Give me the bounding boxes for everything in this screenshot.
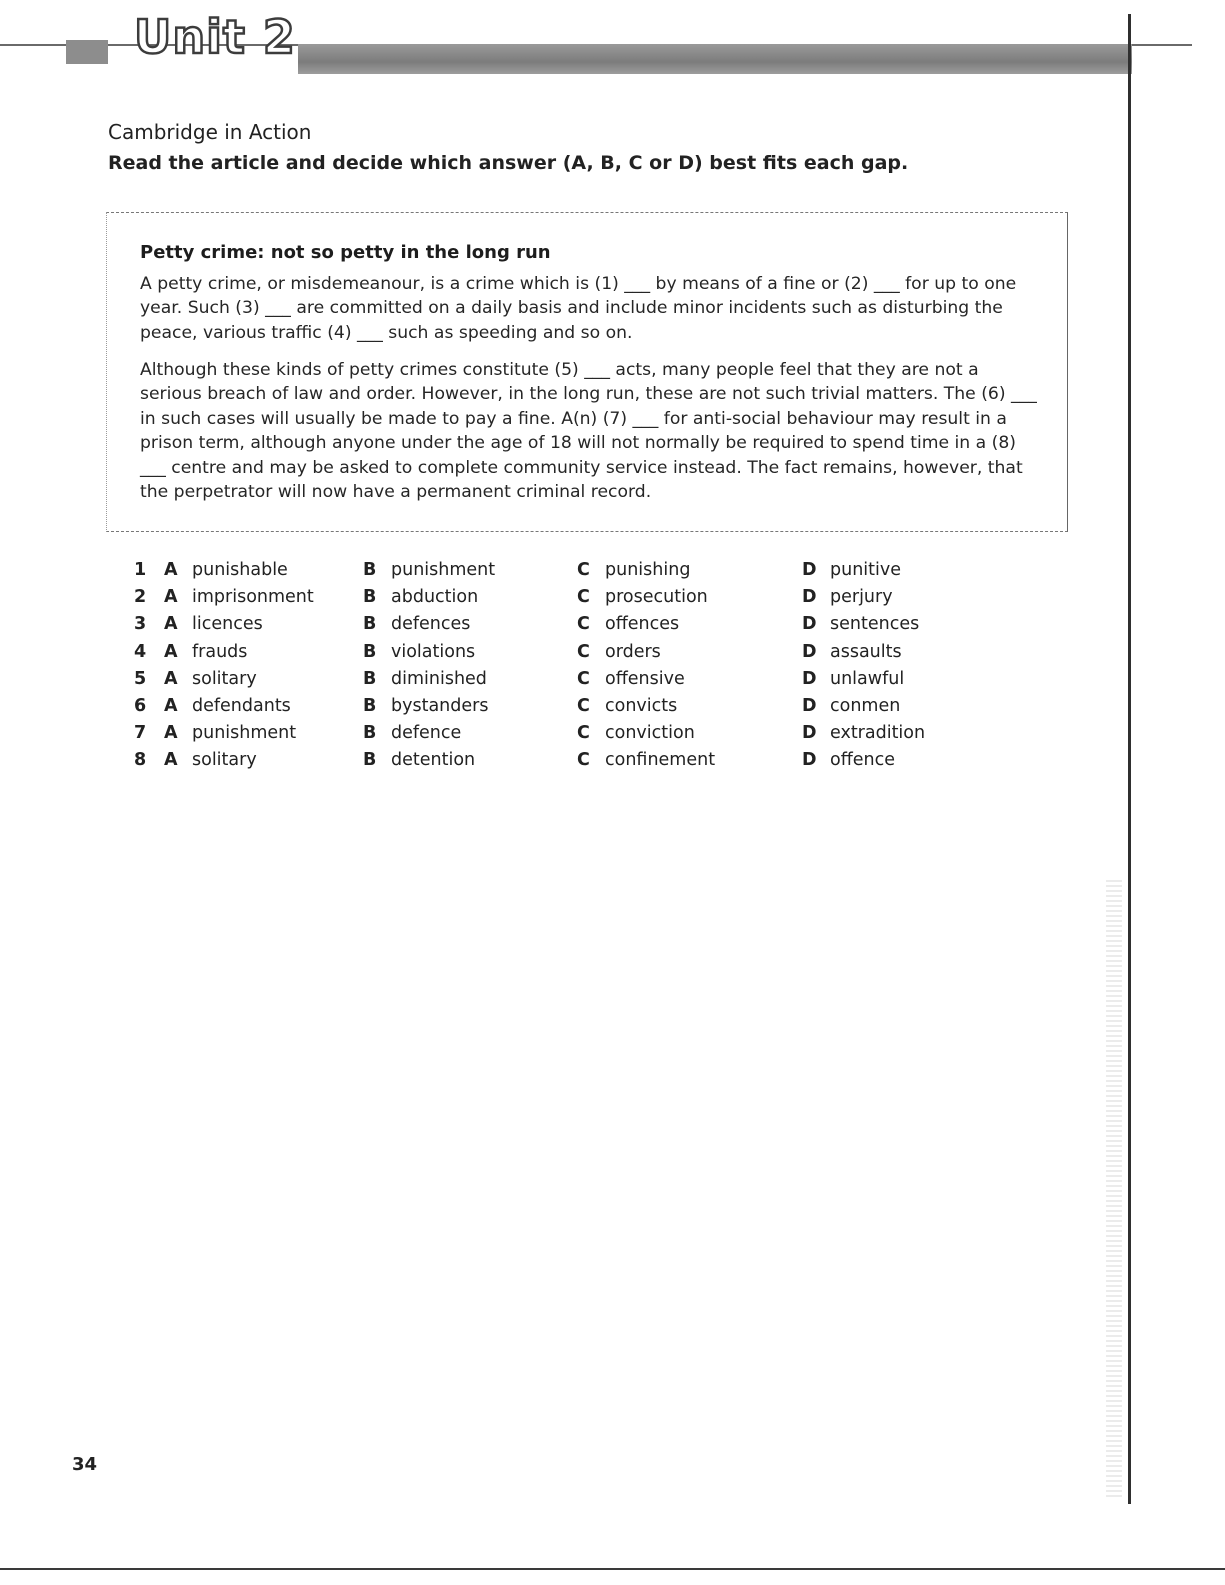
option-letter: B xyxy=(363,668,377,689)
option-text: offences xyxy=(605,614,680,635)
option-d[interactable] xyxy=(802,587,893,607)
option-a[interactable] xyxy=(164,614,263,634)
article-paragraph-1: A petty crime, or misdemeanour, is a crime which is (1) ___ by means of a fine or (2) ___ for up to one year. Such (3) ___ are committed on a daily basis and include minor incidents such as disturbing the peace, various traffic (4) ___ such as speeding and so on. xyxy=(140,274,1017,343)
option-text: punitive xyxy=(830,560,901,580)
question-row xyxy=(134,560,954,587)
option-a[interactable] xyxy=(164,669,257,689)
option-letter: A xyxy=(164,668,178,689)
option-text: defendants xyxy=(192,695,291,716)
option-text: punishable xyxy=(192,560,288,580)
option-text: convicts xyxy=(605,695,678,716)
option-text: extradition xyxy=(830,723,926,744)
option-letter: B xyxy=(363,560,377,580)
option-b[interactable] xyxy=(363,642,475,662)
option-a[interactable] xyxy=(164,696,291,716)
article-title: Petty crime: not so petty in the long run xyxy=(140,242,551,263)
section-title: Cambridge in Action xyxy=(108,120,312,144)
question-number: 8 xyxy=(134,750,147,771)
unit-marker-square xyxy=(66,40,108,64)
question-number: 3 xyxy=(134,614,147,635)
option-text: punishment xyxy=(192,723,297,744)
option-letter: B xyxy=(363,641,377,662)
question-number: 7 xyxy=(134,723,147,744)
option-letter: A xyxy=(164,560,178,580)
option-letter: D xyxy=(802,750,817,771)
option-d[interactable] xyxy=(802,560,901,580)
option-c[interactable] xyxy=(577,669,685,689)
option-text: violations xyxy=(391,641,476,662)
option-text: defence xyxy=(391,723,462,744)
option-c[interactable] xyxy=(577,723,695,743)
option-letter: D xyxy=(802,587,817,608)
option-a[interactable] xyxy=(164,750,257,770)
option-text: conmen xyxy=(830,695,901,716)
option-d[interactable] xyxy=(802,642,902,662)
option-text: licences xyxy=(192,614,263,635)
option-letter: A xyxy=(164,641,178,662)
question-number: 6 xyxy=(134,695,147,716)
exercise-instructions: Read the article and decide which answer (A, B, C or D) best fits each gap. xyxy=(108,152,909,174)
option-text: prosecution xyxy=(605,587,708,608)
question-row xyxy=(134,723,954,750)
option-c[interactable] xyxy=(577,560,690,580)
option-letter: C xyxy=(577,587,590,608)
option-d[interactable] xyxy=(802,669,904,689)
option-text: solitary xyxy=(192,668,257,689)
option-letter: A xyxy=(164,750,178,771)
option-text: orders xyxy=(605,641,661,662)
option-c[interactable] xyxy=(577,587,708,607)
option-letter: D xyxy=(802,641,817,662)
option-text: solitary xyxy=(192,750,257,771)
option-letter: A xyxy=(164,587,178,608)
option-letter: B xyxy=(363,614,377,635)
option-text: diminished xyxy=(391,668,487,689)
option-text: perjury xyxy=(830,587,893,608)
option-b[interactable] xyxy=(363,669,487,689)
unit-title: Unit 2 xyxy=(134,10,296,64)
option-text: offence xyxy=(830,750,896,771)
option-letter: D xyxy=(802,560,817,580)
option-letter: C xyxy=(577,560,590,580)
option-text: punishing xyxy=(605,560,691,580)
option-text: bystanders xyxy=(391,695,489,716)
answer-options-list xyxy=(134,560,954,778)
option-letter: C xyxy=(577,750,590,771)
question-row xyxy=(134,587,954,614)
option-a[interactable] xyxy=(164,642,247,662)
option-text: sentences xyxy=(830,614,920,635)
option-text: detention xyxy=(391,750,476,771)
page-number: 34 xyxy=(72,1454,98,1475)
question-row xyxy=(134,642,954,669)
option-b[interactable] xyxy=(363,587,478,607)
option-letter: C xyxy=(577,641,590,662)
option-letter: B xyxy=(363,587,377,608)
option-b[interactable] xyxy=(363,560,495,580)
option-text: defences xyxy=(391,614,471,635)
option-b[interactable] xyxy=(363,614,470,634)
option-a[interactable] xyxy=(164,723,296,743)
option-letter: A xyxy=(164,614,178,635)
unit-header-band xyxy=(298,44,1132,74)
question-row xyxy=(134,696,954,723)
option-c[interactable] xyxy=(577,642,661,662)
option-letter: C xyxy=(577,668,590,689)
option-d[interactable] xyxy=(802,723,925,743)
option-b[interactable] xyxy=(363,696,488,716)
option-letter: D xyxy=(802,695,817,716)
question-number: 2 xyxy=(134,587,147,608)
option-c[interactable] xyxy=(577,750,715,770)
question-row xyxy=(134,614,954,641)
question-number: 1 xyxy=(134,560,147,580)
question-row xyxy=(134,669,954,696)
article-paragraph-2: Although these kinds of petty crimes constitute (5) ___ acts, many people feel that they are not a serious breach of law and order. However, in the long run, these are not such trivial matters. The (6) ___ in such cases will usually be made to pay a fine. A(n) (7) ___ for anti-social behaviour may result in a prison term, although anyone under the age of 18 will not normally be required to spend time in a (8) ___ centre and may be asked to complete community service instead. The fact remains, however, that the perpetrator will now have a permanent criminal record. xyxy=(140,360,1037,503)
option-letter: B xyxy=(363,723,377,744)
option-letter: C xyxy=(577,695,590,716)
option-text: imprisonment xyxy=(192,587,314,608)
option-letter: D xyxy=(802,614,817,635)
option-letter: C xyxy=(577,723,590,744)
question-number: 5 xyxy=(134,668,147,689)
option-a[interactable] xyxy=(164,560,288,580)
option-letter: B xyxy=(363,695,377,716)
option-text: unlawful xyxy=(830,668,905,689)
option-a[interactable] xyxy=(164,587,314,607)
option-b[interactable] xyxy=(363,723,461,743)
option-b[interactable] xyxy=(363,750,475,770)
option-text: confinement xyxy=(605,750,716,771)
option-c[interactable] xyxy=(577,696,677,716)
option-letter: C xyxy=(577,614,590,635)
question-row xyxy=(134,750,954,777)
page-bottom-rule xyxy=(0,1568,1225,1570)
option-d[interactable] xyxy=(802,696,900,716)
option-d[interactable] xyxy=(802,750,895,770)
option-letter: B xyxy=(363,750,377,771)
option-letter: A xyxy=(164,723,178,744)
option-text: offensive xyxy=(605,668,685,689)
option-text: conviction xyxy=(605,723,695,744)
option-letter: D xyxy=(802,723,817,744)
page-edge-line xyxy=(1128,14,1131,1504)
option-text: frauds xyxy=(192,641,248,662)
option-letter: A xyxy=(164,695,178,716)
option-text: assaults xyxy=(830,641,902,662)
option-c[interactable] xyxy=(577,614,679,634)
option-text: abduction xyxy=(391,587,479,608)
question-number: 4 xyxy=(134,641,147,662)
scan-edge-shadow xyxy=(1106,880,1122,1500)
option-text: punishment xyxy=(391,560,496,580)
option-letter: D xyxy=(802,668,817,689)
option-d[interactable] xyxy=(802,614,919,634)
